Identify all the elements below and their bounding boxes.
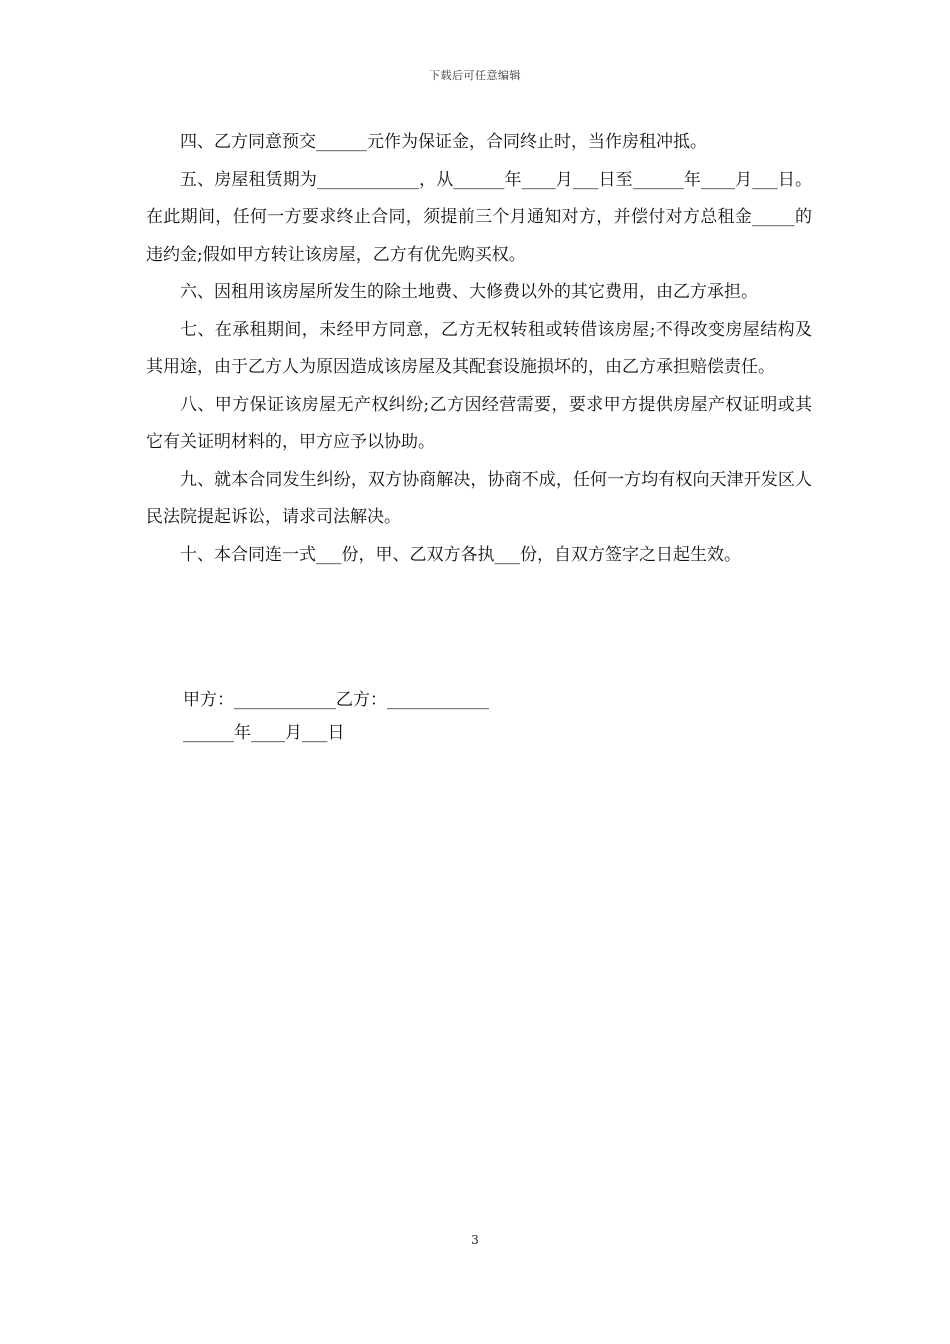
clause-8: 八、甲方保证该房屋无产权纠纷;乙方因经营需要，要求甲方提供房屋产权证明或其它有关证明材料的，甲方应予以协助。 (146, 394, 812, 452)
header-note: 下载后可任意编辑 (429, 69, 521, 82)
clause-5: 五、房屋租赁期为____________，从______年____月___日至______年____月___日。在此期间，任何一方要求终止合同，须提前三个月通知对方，并偿付对方总租金_____的违约金;假如甲方转让该房屋，乙方有优先购买权。 (146, 169, 812, 265)
clause-9: 九、就本合同发生纠纷，双方协商解决，协商不成，任何一方均有权向天津开发区人民法院提起诉讼，请求司法解决。 (146, 469, 812, 527)
clause-10: 十、本合同连一式___份，甲、乙双方各执___份，自双方签字之日起生效。 (180, 544, 741, 565)
clause-6: 六、因租用该房屋所发生的除土地费、大修费以外的其它费用，由乙方承担。 (180, 282, 758, 302)
signature-parties-line: 甲方：____________乙方：____________ (183, 690, 489, 710)
clause-7: 七、在承租期间，未经甲方同意，乙方无权转租或转借该房屋;不得改变房屋结构及其用途，由于乙方人为原因造成该房屋及其配套设施损坏的，由乙方承担赔偿责任。 (146, 319, 812, 377)
page-number: 3 (471, 1233, 479, 1247)
signature-date-line: ______年____月___日 (183, 723, 345, 743)
signature-block (146, 684, 812, 750)
contract-body (146, 124, 812, 574)
clause-4: 四、乙方同意预交______元作为保证金，合同终止时，当作房租冲抵。 (180, 132, 707, 152)
